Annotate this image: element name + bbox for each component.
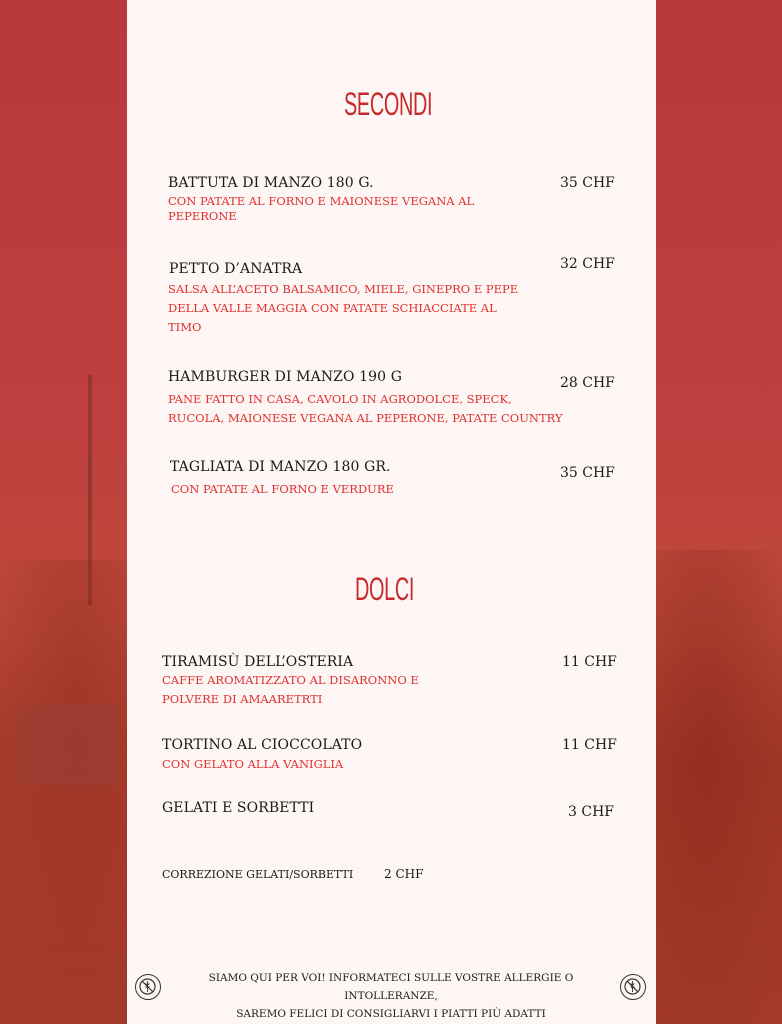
dish-description: CAFFE AROMATIZZATO AL DISARONNO E POLVERE DI AMAARETRTI	[162, 673, 419, 706]
dish-description: SALSA ALL’ACETO BALSAMICO, MIELE, GINEPRO E PEPE DELLA VALLE MAGGIA CON PATATE SCHIACCIATE AL TIMO	[168, 282, 519, 334]
no-gluten-icon	[135, 974, 161, 1000]
dish-price: 35 CHF	[560, 465, 615, 481]
dish-price: 35 CHF	[560, 175, 615, 191]
dish-description: CON PATATE AL FORNO E MAIONESE VEGANA AL PEPERONE	[168, 194, 475, 223]
dish-price: 11 CHF	[562, 737, 617, 753]
allergy-notice-line-2: SAREMO FELICI DI CONSIGLIARVI I PIATTI PIÙ ADATTI	[236, 1008, 546, 1020]
antenna-tower	[88, 375, 92, 605]
dish-price: 28 CHF	[560, 375, 615, 391]
dish-price: 32 CHF	[560, 256, 615, 272]
dish-description: CON PATATE AL FORNO E VERDURE	[171, 482, 394, 496]
dish-description: PANE FATTO IN CASA, CAVOLO IN AGRODOLCE, SPECK, RUCOLA, MAIONESE VEGANA AL PEPERONE, PATATE COUNTRY	[168, 392, 563, 425]
allergy-notice	[170, 969, 612, 1023]
dish-price: 11 CHF	[562, 654, 617, 670]
village-house	[18, 705, 118, 785]
extra-label: CORREZIONE GELATI/SORBETTI	[162, 868, 354, 881]
dish-name: TIRAMISÙ DELL’OSTERIA	[162, 654, 354, 670]
mountain-left	[0, 560, 128, 1024]
allergy-notice-line-1: SIAMO QUI PER VOI! INFORMATECI SULLE VOSTRE ALLERGIE O INTOLLERANZE,	[208, 972, 574, 1002]
dish-name: GELATI E SORBETTI	[162, 800, 315, 816]
section-title-dolci: DOLCI	[355, 571, 415, 607]
dish-name: BATTUTA DI MANZO 180 G.	[168, 175, 374, 191]
no-gluten-icon	[620, 974, 646, 1000]
dish-name: PETTO D’ANATRA	[169, 261, 303, 277]
dish-description: CON GELATO ALLA VANIGLIA	[162, 757, 344, 771]
dish-name: TORTINO AL CIOCCOLATO	[162, 737, 363, 753]
dish-price: 3 CHF	[568, 804, 614, 820]
dish-name: HAMBURGER DI MANZO 190 G	[168, 369, 402, 385]
extra-price: 2 CHF	[384, 867, 424, 881]
section-title-secondi: SECONDI	[344, 86, 433, 122]
dish-name: TAGLIATA DI MANZO 180 GR.	[170, 459, 391, 475]
mountain-right	[656, 550, 782, 1024]
